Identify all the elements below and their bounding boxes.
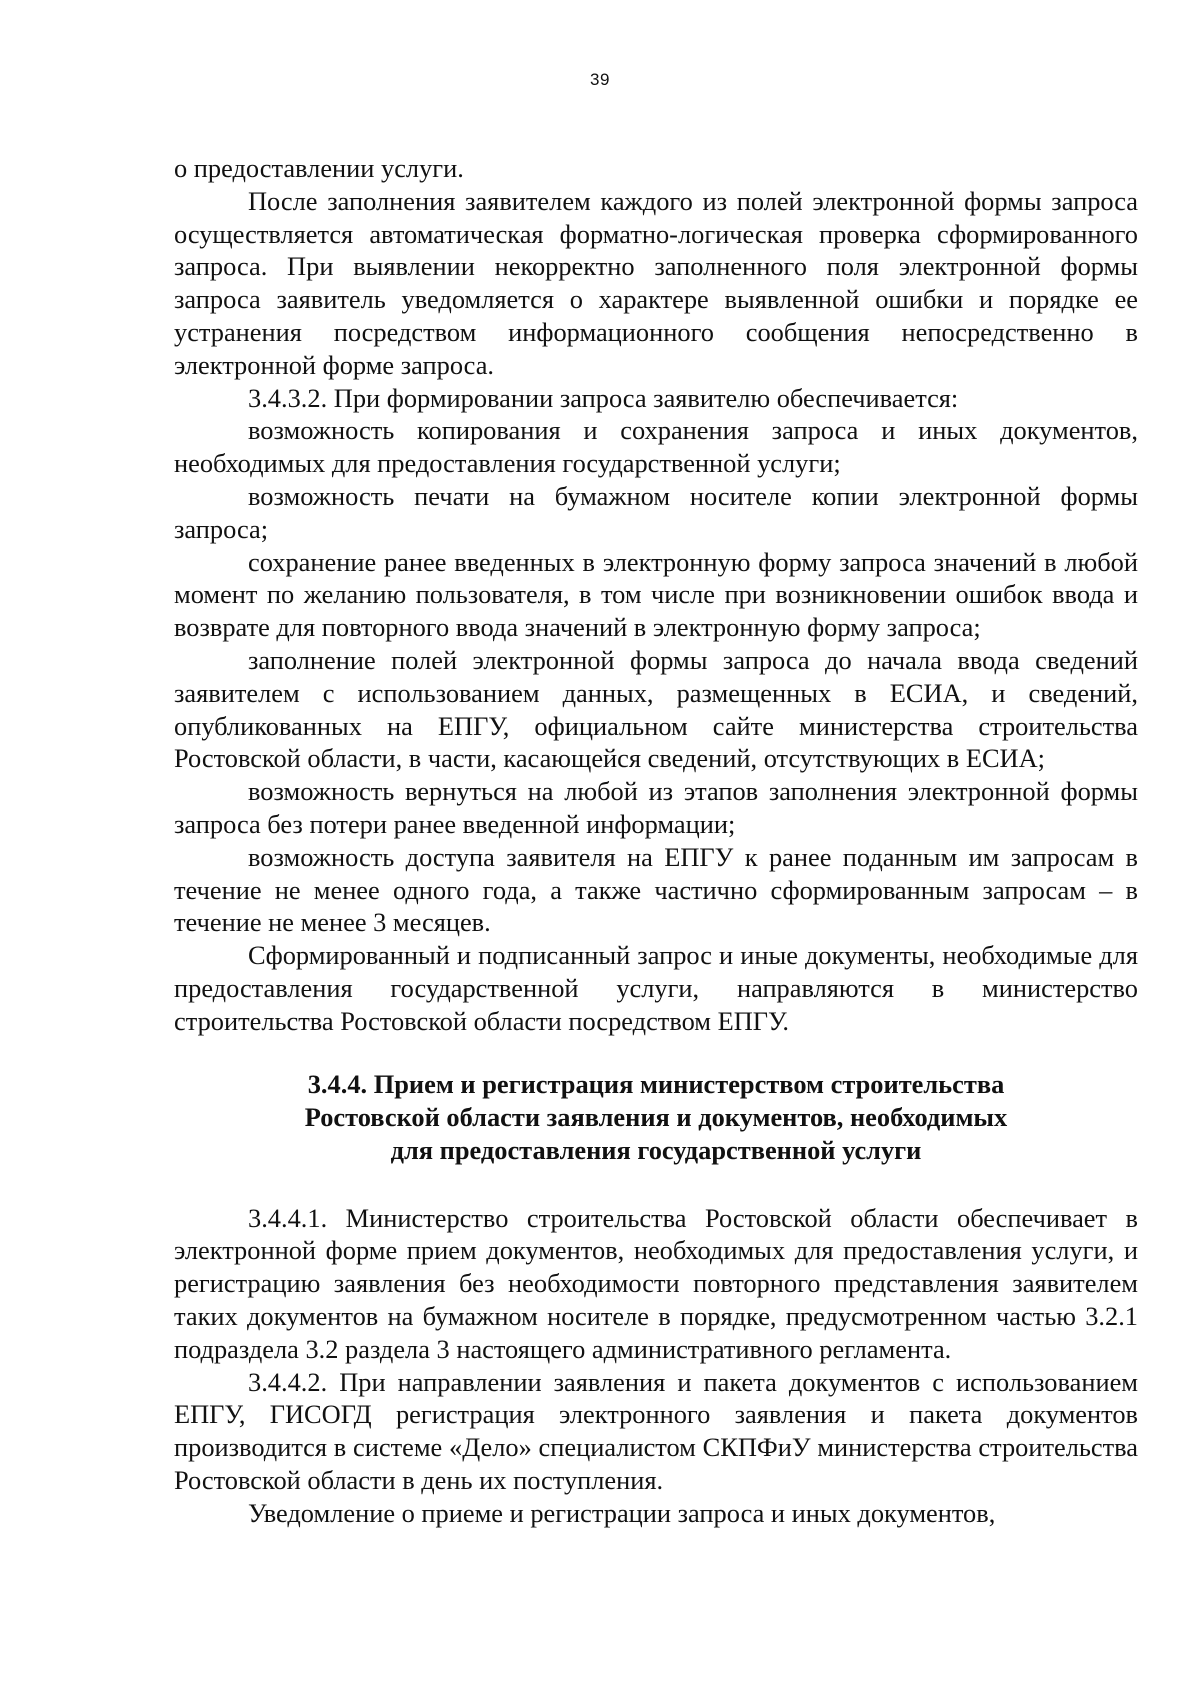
list-item-print: возможность печати на бумажном носителе копии электронной формы запроса;	[174, 480, 1138, 544]
list-item-copy-save: возможность копирования и сохранения запроса и иных документов, необходимых для предоставления государственной услуги;	[174, 415, 1138, 479]
heading-line: 3.4.4. Прием и регистрация министерством строительства	[307, 1068, 1005, 1099]
paragraph-3-4-3-2: 3.4.3.2. При формировании запроса заявителю обеспечивается:	[248, 382, 959, 413]
section-heading-3-4-4	[174, 1068, 1138, 1167]
list-item-access-requests: возможность доступа заявителя на ЕПГУ к ранее поданным им запросам в течение не менее одного года, а также частично сформированным запросам – в течение не менее 3 месяцев.	[174, 841, 1138, 938]
page-number: 39	[590, 70, 610, 89]
paragraph-submission: Сформированный и подписанный запрос и иные документы, необходимые для предоставления государственной услуги, направляются в министерство строительства Ростовской области посредством ЕПГУ.	[174, 940, 1138, 1036]
document-body	[174, 152, 1138, 1529]
list-item-prefill: заполнение полей электронной формы запроса до начала ввода сведений заявителем с использованием данных, размещенных в ЕСИА, и сведений, опубликованных на ЕПГУ, официальном сайте министерства строительства Ростовской области, в части, касающейся сведений, отсутствующих в ЕСИА;	[174, 644, 1138, 774]
list-item-return-step: возможность вернуться на любой из этапов заполнения электронной формы запроса без потери ранее введенной информации;	[174, 776, 1138, 839]
list-item-save-values: сохранение ранее введенных в электронную форму запроса значений в любой момент по желанию пользователя, в том числе при возникновении ошибок ввода и возврате для повторного ввода значений в электронную форму запроса;	[174, 546, 1138, 643]
paragraph-notification: Уведомление о приеме и регистрации запроса и иных документов,	[248, 1497, 996, 1528]
paragraph-3-4-4-1: 3.4.4.1. Министерство строительства Ростовской области обеспечивает в электронной форме прием документов, необходимых для предоставления услуги, и регистрацию заявления без необходимости повторного представления заявителем таких документов на бумажном носителе в порядке, предусмотренном частью 3.2.1 подраздела 3.2 раздела 3 настоящего административного регламента.	[174, 1202, 1138, 1364]
paragraph-continuation: о предоставлении услуги.	[174, 153, 464, 183]
heading-line: Ростовской области заявления и документов, необходимых	[304, 1101, 1008, 1132]
paragraph-format-check: После заполнения заявителем каждого из полей электронной формы запроса осуществляется автоматическая форматно-логическая проверка сформированного запроса. При выявлении некорректно заполненного поля электронной формы запроса заявитель уведомляется о характере выявленной ошибки и порядке ее устранения посредством информационного сообщения непосредственно в электронной форме запроса.	[174, 185, 1138, 380]
paragraph-3-4-4-2: 3.4.4.2. При направлении заявления и пакета документов с использованием ЕПГУ, ГИСОГД регистрация электронного заявления и пакета документов производится в системе «Дело» специалистом СКПФиУ министерства строительства Ростовской области в день их поступления.	[174, 1366, 1138, 1495]
heading-line: для предоставления государственной услуги	[390, 1134, 922, 1165]
